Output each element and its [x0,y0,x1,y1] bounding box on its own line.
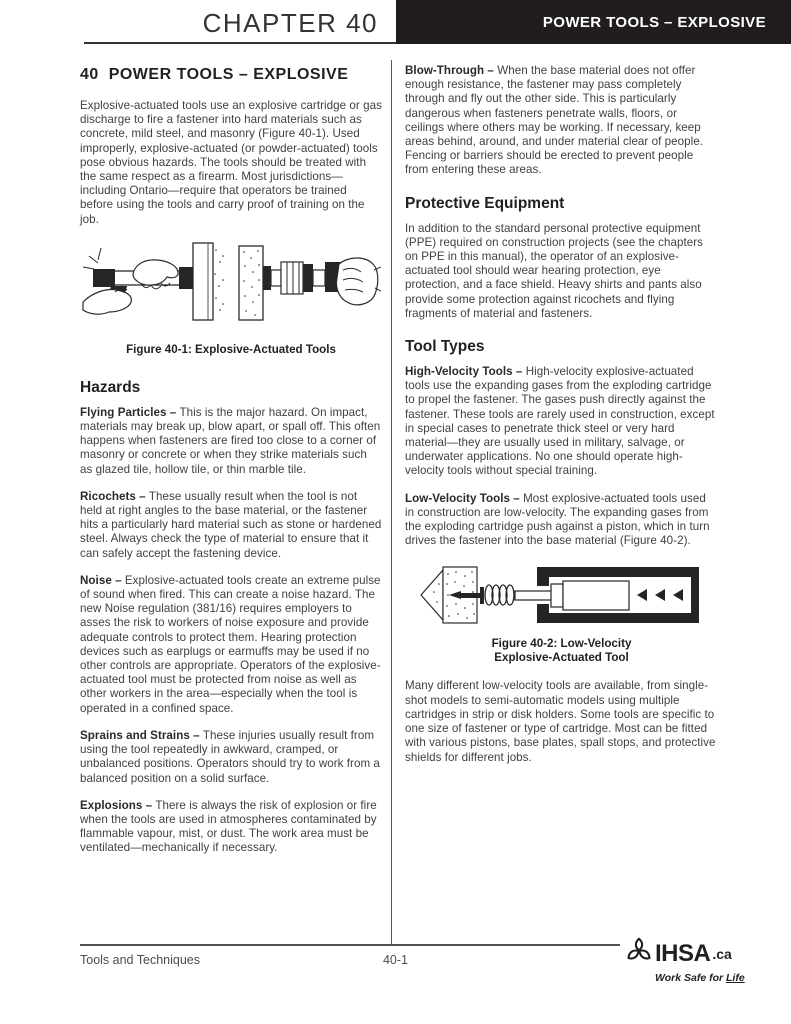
figure-40-1 [80,240,382,337]
tagline-prefix: Work Safe for [655,972,726,984]
hazard-lead: Explosions – [80,798,156,812]
explosive-actuated-tools-illustration [81,240,381,332]
figure-40-1-caption: Figure 40-1: Explosive-Actuated Tools [126,342,336,356]
hazard-lead: Ricochets – [80,489,149,503]
high-velocity-paragraph [405,365,718,479]
closing-paragraph: Many different low-velocity tools are available, from single-shot models to semi-automatic models using multiple cartridges in strip or disk holders. Some tools are specific to one size of fastener or type of cartridge. Most can be fitted with various pistons, base plates, spall stops, and protective shields for different jobs. [405,679,716,764]
banner-label: POWER TOOLS – EXPLOSIVE [542,13,766,31]
blow-through-text: When the base material does not offer enough resistance, the fastener may pass completely through and fly out the other side. This is particularly dangerous when fasteners penetrate walls, floors, or ceilings where others may be working. If necessary, keep areas behind, around, and under material clear of people. Fencing or barriers should be erected to prevent people from entering these areas. [405,64,704,177]
right-column [405,64,718,778]
page-title: 40 POWER TOOLS – EXPLOSIVE [80,66,349,83]
figure-40-2-caption [405,637,718,665]
high-velocity-lead: High-Velocity Tools – [405,365,526,379]
tool-types-heading: Tool Types [405,338,485,356]
logo-tagline [655,972,745,984]
hazard-text: These injuries usually result from using the tool repeatedly in awkward, cramped, or unbalanced positions. Operators should try to work from a balanced position on a solid surface. [80,728,380,785]
column-divider [391,60,392,945]
low-velocity-tool-diagram [419,564,704,626]
figure-40-2-caption-line2: Explosive-Actuated Tool [494,651,629,665]
protective-equipment-heading: Protective Equipment [405,194,565,212]
hazard-explosions [80,799,382,856]
figure-40-2 [405,564,718,631]
hazard-noise [80,574,382,716]
hazard-text: This is the major hazard. On impact, materials may break up, blow apart, or spall off. This often happens when fasteners are fired too close to a corner of masonry or concrete or when they strike materials such as glazed tile, hollow tile, or thin marble tile. [80,405,381,476]
hazard-text: These usually result when the tool is not held at right angles to the base material, or the fastener hits a particularly hard material such as stone or hardened steel. Always check the type of material to ensure that it can safely accept the fastening device. [80,489,382,560]
hazard-lead: Flying Particles – [80,405,180,419]
low-velocity-text: Most explosive-actuated tools used in construction are low-velocity. The expanding gases from the exploding cartridge push against a piston, which in turn drives the fastener into the base material (Figure 40-2). [405,491,710,548]
hazards-heading: Hazards [80,378,141,396]
page-number: 40-1 [382,953,409,967]
low-velocity-paragraph [405,492,718,549]
hazard-sprains-strains [80,729,382,786]
trillium-icon [625,936,653,971]
logo-word: IHSA [655,939,711,967]
blow-through-lead: Blow-Through – [405,64,498,77]
hazard-text: Explosive-actuated tools create an extreme pulse of sound when fired. This can create a noise hazard. The new Noise regulation (381/16) requires employers to asses the risk to workers of noise exposure and provide adequate controls to protect them. Hearing protection devices such as earplugs or earmuffs may be used if no other controls are appropriate. Operators of the explosive-actuated tool must be protected from noise as well as other workers in the area—especially when the tool is operated in a confined space. [80,573,381,715]
hazard-lead: Noise – [80,573,125,587]
low-velocity-lead: Low-Velocity Tools – [405,491,524,505]
figure-40-2-caption-line1: Figure 40-2: Low-Velocity [491,637,632,651]
high-velocity-text: High-velocity explosive-actuated tools use the expanding gases from the exploding cartridge to propel the fastener. The gases push directly against the fastener. These tools are rarely used in construction, except in special cases to penetrate thick steel or very hard material—they are usually used in military, salvage, or underwater applications. No one should operate high-velocity tools without special training. [405,365,715,478]
blow-through-paragraph [405,64,718,178]
hazard-ricochets [80,490,382,561]
intro-paragraph: Explosive-actuated tools use an explosive cartridge or gas discharge to fire a fastener into hard materials such as concrete, mild steel, and masonry (Figure 40-1). Used improperly, explosive-actuated (or powder-actuated) tools pose obvious hazards. The tools should be treated with the same respect as a firearm. Most jurisdictions—including Ontario—require that operators be trained before using the tools and carry proof of training on the job. [80,99,382,226]
tagline-life: Life [726,972,745,984]
chapter-title: CHAPTER 40 [202,8,378,38]
hazard-text: There is always the risk of explosion or fire when the tools are used in atmospheres contaminated by flammable vapour, mist, or dust. The work area must be ventilated—mechanically if necessary. [80,798,377,855]
left-column [80,64,382,869]
protective-equipment-paragraph: In addition to the standard personal protective equipment (PPE) required on construction projects (see the chapters on PPE in this manual), the operator of an explosive-actuated tool should wear hearing protection, eye protection, and a face shield. Heavy shirts and pants also provide some protection against ricochets and flying fragments of material and fasteners. [405,221,703,320]
header-banner [396,0,791,44]
header-rule [84,42,396,44]
footer-rule [80,944,620,946]
logo-suffix: .ca [712,945,732,962]
footer-section-title: Tools and Techniques [80,953,200,967]
hazard-flying-particles [80,406,382,477]
ihsa-logo [625,936,785,984]
hazard-lead: Sprains and Strains – [80,728,203,742]
